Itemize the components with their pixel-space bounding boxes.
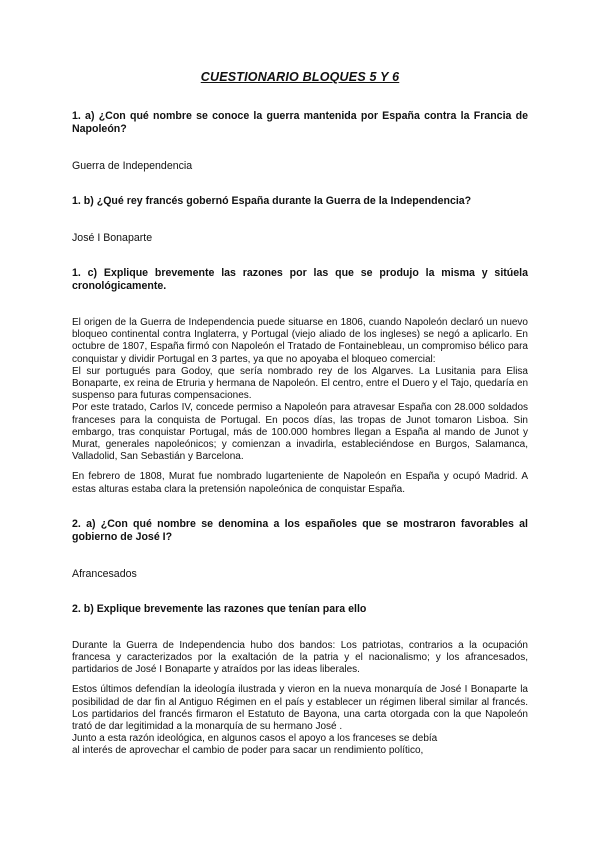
answer-1c-paragraph-4: En febrero de 1808, Murat fue nombrado lugarteniente de Napoleón en España y ocupó Madrid. A estas alturas estaba clara la pretensión napoleónica de conquistar España. (72, 471, 528, 495)
answer-2a: Afrancesados (72, 567, 137, 580)
answer-2b-paragraph-4: al interés de aprovechar el cambio de poder para sacar un rendimiento político, (72, 745, 424, 757)
answer-2b-paragraph-3: Junto a esta razón ideológica, en algunos casos el apoyo a los franceses se debía (72, 733, 438, 745)
question-2b: 2. b) Explique brevemente las razones que tenían para ello (72, 602, 367, 615)
question-1a: 1. a) ¿Con qué nombre se conoce la guerra mantenida por España contra la Francia de Napoleón? (72, 110, 528, 135)
question-2a: 2. a) ¿Con qué nombre se denomina a los españoles que se mostraron favorables al gobierno de José I? (72, 517, 528, 543)
document-title: CUESTIONARIO BLOQUES 5 Y 6 (200, 70, 400, 84)
question-1c: 1. c) Explique brevemente las razones por las que se produjo la misma y sitúela cronológicamente. (72, 267, 528, 292)
answer-2b-paragraph-1: Durante la Guerra de Independencia hubo dos bandos: Los patriotas, contrarios a la ocupación francesa y caracterizados por la exaltación de la patria y el nacionalismo; y los afrancesados, partidarios de José I Bonaparte y atraídos por las ideas liberales. (72, 639, 528, 676)
answer-2b-paragraph-2: Estos últimos defendían la ideología ilustrada y vieron en la nueva monarquía de José I Bonaparte la posibilidad de dar fin al Antiguo Régimen en el país y establecer un régimen liberal similar al francés. Los partidarios del francés firmaron el Estatuto de Bayona, una carta otorgada con la que Napoleón trató de dar legitimidad a la monarquía de su hermano José . (72, 684, 528, 733)
answer-1c-paragraph-2: El sur portugués para Godoy, que sería nombrado rey de los Algarves. La Lusitania para Elisa Bonaparte, ex reina de Etruria y hermana de Napoleón. El centro, entre el Duero y el Tajo, quedaría en suspenso para futuras compensaciones. (72, 365, 528, 402)
answer-1c-paragraph-1: El origen de la Guerra de Independencia puede situarse en 1806, cuando Napoleón declaró un nuevo bloqueo continental contra Inglaterra, y Portugal (viejo aliado de los ingleses) se negó a aplicarlo. En octubre de 1807, España firmó con Napoleón el Tratado de Fontainebleau, un compromiso bélico para conquistar y dividir Portugal en 3 partes, ya que no apoyaba el bloqueo comercial: (72, 317, 528, 365)
answer-1b: José I Bonaparte (72, 232, 153, 244)
answer-1a: Guerra de Independencia (72, 160, 193, 172)
answer-1c-paragraph-3: Por este tratado, Carlos IV, concede permiso a Napoleón para atravesar España con 28.000 soldados franceses para la conquista de Portugal. En pocos días, las tropas de Junot tomaron Lisboa. Sin embargo, tras conquistar Portugal, más de 100.000 hombres llegan a España al mando de Junot y Murat, generales napoleónicos; y comienzan a invadirla, estableciéndose en Burgos, Salamanca, Valladolid, San Sebastián y Barcelona. (72, 402, 528, 463)
question-1b: 1. b) ¿Qué rey francés gobernó España durante la Guerra de la Independencia? (72, 195, 472, 207)
